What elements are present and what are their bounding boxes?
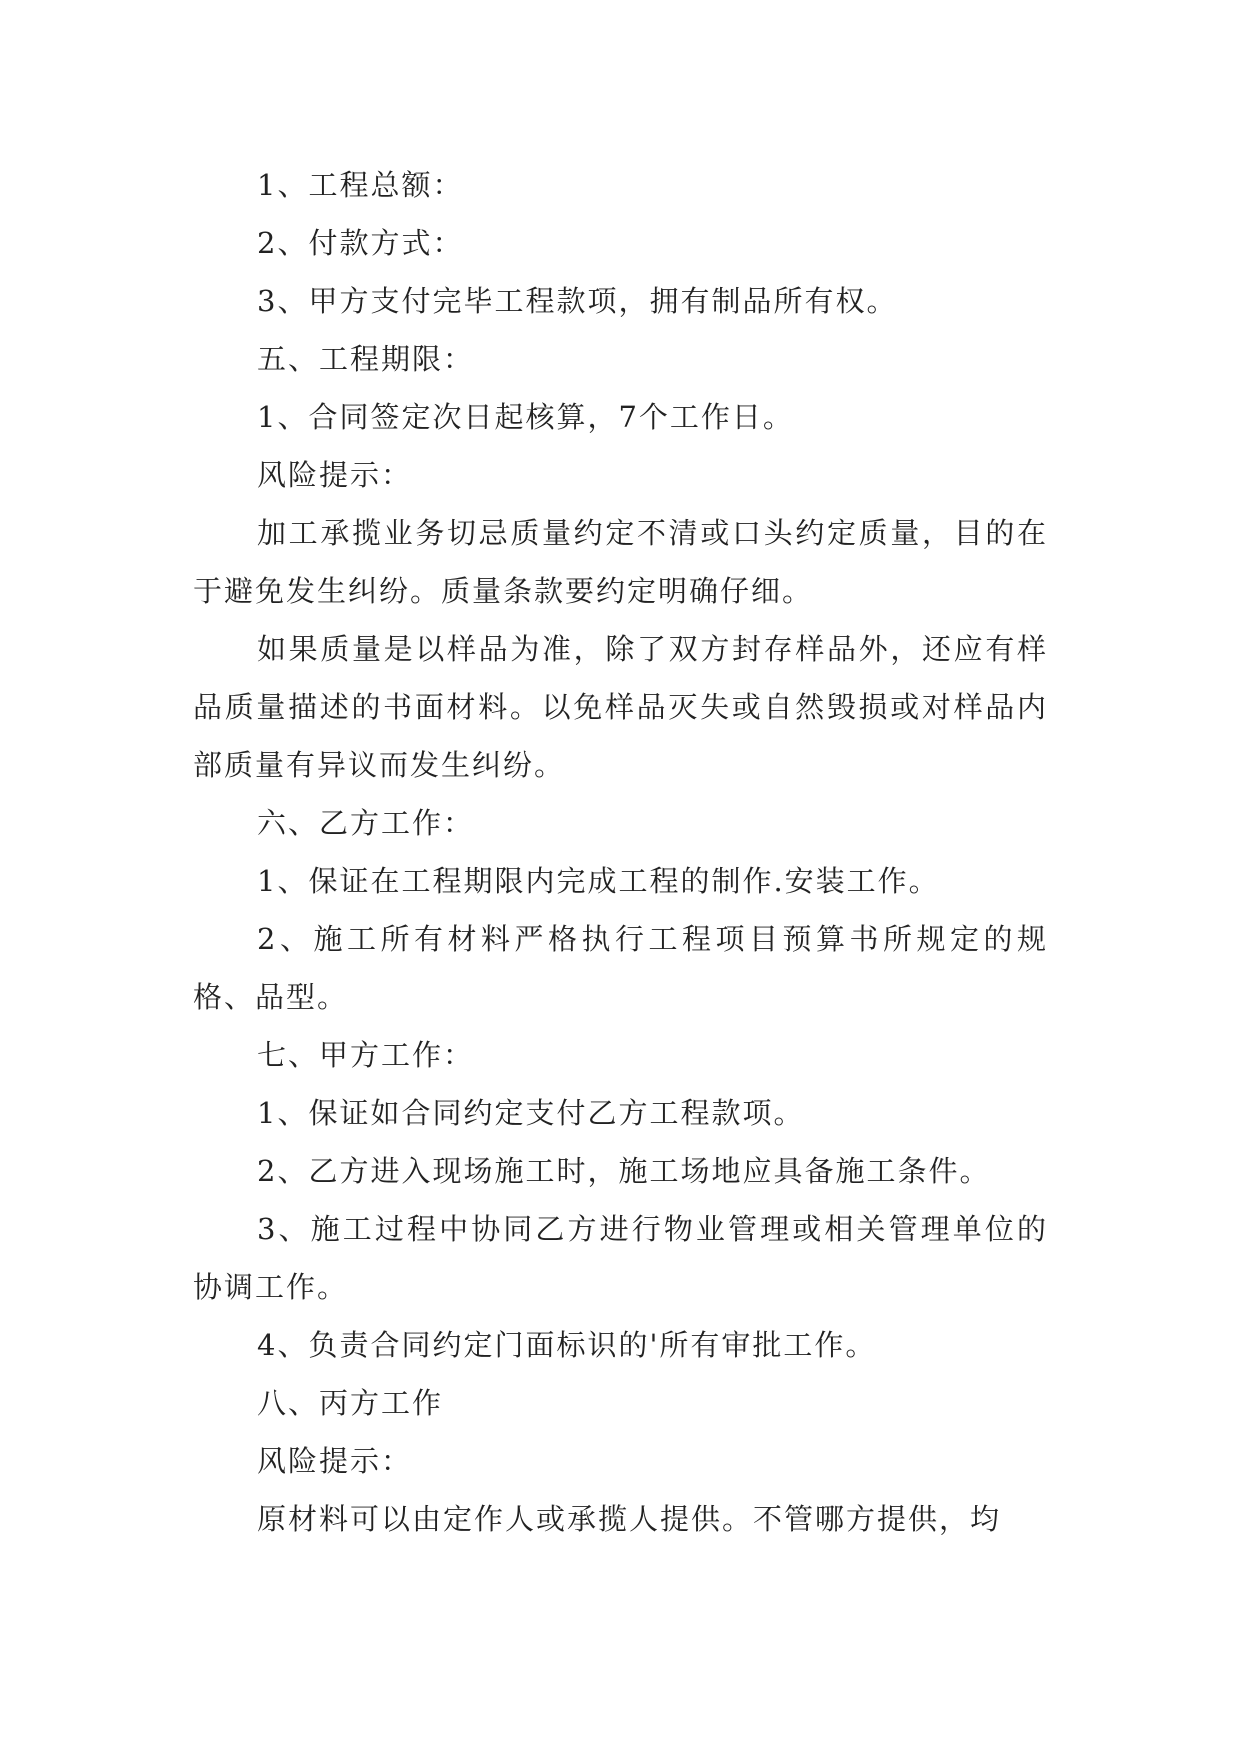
section-heading-party-c: 八、丙方工作 xyxy=(257,1386,444,1420)
paragraph-sample-quality: 如果质量是以样品为准，除了双方封存样品外，还应有样品质量描述的书面材料。以免样品灭失或自然毁损或对样品内部质量有异议而发生纠纷。 xyxy=(193,632,1048,782)
paragraph-party-a-item-1: 1、保证如合同约定支付乙方工程款项。 xyxy=(257,1096,805,1130)
paragraph-total-amount: 1、工程总额： xyxy=(257,168,464,202)
paragraph-party-a-item-2: 2、乙方进入现场施工时，施工场地应具备施工条件。 xyxy=(257,1154,991,1188)
section-heading-term: 五、工程期限： xyxy=(257,342,475,376)
risk-notice-heading: 风险提示： xyxy=(257,458,413,492)
section-heading-party-a: 七、甲方工作： xyxy=(257,1038,475,1072)
section-heading-party-b: 六、乙方工作： xyxy=(257,806,475,840)
paragraph-party-b-item-2: 2、施工所有材料严格执行工程项目预算书所规定的规格、品型。 xyxy=(193,922,1048,1014)
paragraph-party-a-item-3: 3、施工过程中协同乙方进行物业管理或相关管理单位的协调工作。 xyxy=(193,1212,1048,1304)
document-body xyxy=(193,156,1048,1548)
paragraph-party-b-item-1: 1、保证在工程期限内完成工程的制作.安装工作。 xyxy=(257,864,940,898)
risk-notice-heading-2: 风险提示： xyxy=(257,1444,413,1478)
paragraph-quality-agreement: 加工承揽业务切忌质量约定不清或口头约定质量，目的在于避免发生纠纷。质量条款要约定明确仔细。 xyxy=(193,516,1048,608)
paragraph-term-start: 1、合同签定次日起核算，7个工作日。 xyxy=(257,400,794,434)
paragraph-payment-method: 2、付款方式： xyxy=(257,226,464,260)
paragraph-raw-materials: 原材料可以由定作人或承揽人提供。不管哪方提供，均 xyxy=(257,1502,1002,1536)
paragraph-party-a-item-4: 4、负责合同约定门面标识的'所有审批工作。 xyxy=(257,1328,877,1362)
paragraph-ownership: 3、甲方支付完毕工程款项，拥有制品所有权。 xyxy=(257,284,898,318)
